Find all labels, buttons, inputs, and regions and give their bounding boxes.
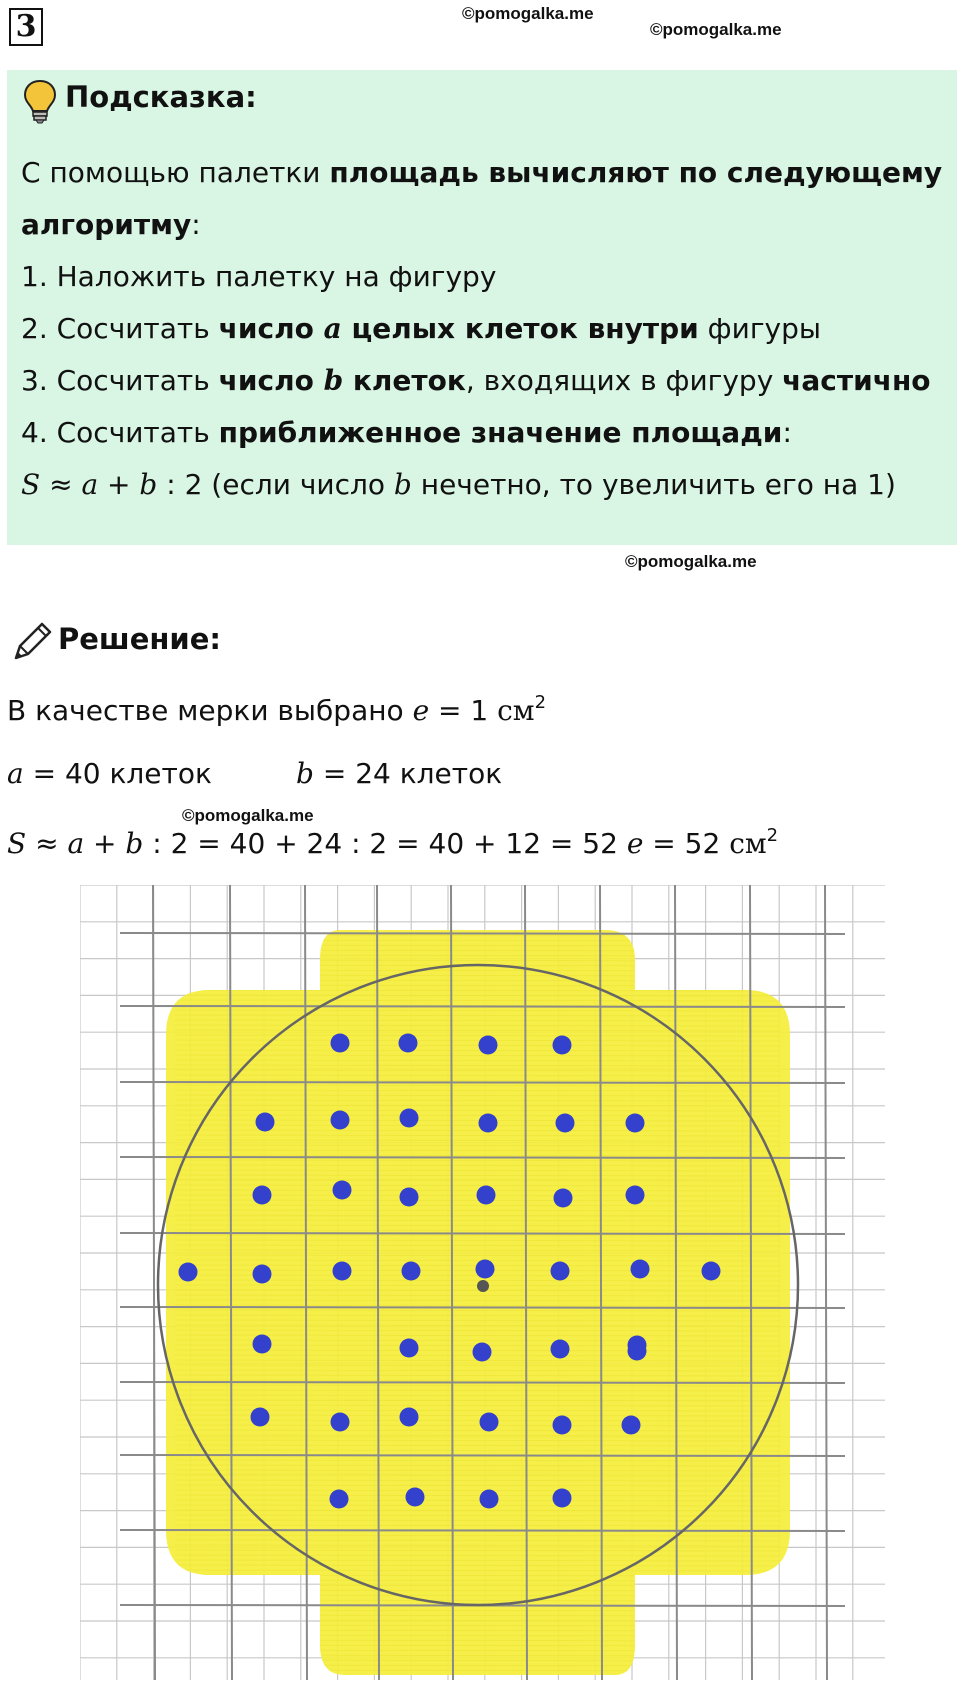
hatch-line: [175, 1650, 780, 1651]
full-cell-dot: [702, 1262, 721, 1281]
full-cell-dot: [256, 1113, 275, 1132]
hatch-line: [175, 1640, 780, 1641]
hatch-line: [175, 1580, 780, 1581]
major-grid-line: [120, 1006, 845, 1007]
hatch-line: [175, 1645, 780, 1646]
hatch-line: [175, 1665, 780, 1666]
major-grid-line: [120, 1233, 845, 1234]
watermark: ©pomogalka.me: [182, 806, 314, 825]
full-cell-dot: [330, 1490, 349, 1509]
full-cell-dot: [400, 1188, 419, 1207]
major-grid-line: [120, 1530, 845, 1531]
full-cell-dot: [554, 1189, 573, 1208]
hatch-line: [175, 940, 780, 941]
shaded-figure: [166, 930, 790, 1675]
hint-step-1: 1. Наложить палетку на фигуру: [21, 260, 497, 293]
major-grid-line: [120, 933, 845, 934]
full-cell-dot: [402, 1262, 421, 1281]
full-cell-dot: [626, 1186, 645, 1205]
hatch-line: [175, 1610, 780, 1611]
full-cell-dot: [628, 1342, 647, 1361]
hatch-line: [175, 935, 780, 936]
full-cell-dot: [333, 1262, 352, 1281]
hatch-line: [175, 1575, 780, 1576]
hatch-line: [175, 1655, 780, 1656]
full-cell-dot: [551, 1340, 570, 1359]
solution-unit-line: В качестве мерки выбрано e = 1 $см^2$: [7, 692, 547, 727]
solution-a-value: a = 40 клеток: [7, 757, 212, 790]
hatch-line: [175, 1615, 780, 1616]
hatch-line: [175, 1670, 780, 1671]
hint-step-4: 4. Сосчитать приближенное значение площади:: [21, 416, 792, 449]
full-cell-dot: [333, 1181, 352, 1200]
full-cell-dot: [406, 1488, 425, 1507]
full-cell-dot: [480, 1490, 499, 1509]
watermark: ©pomogalka.me: [650, 20, 782, 39]
full-cell-dot: [553, 1489, 572, 1508]
hatch-line: [175, 1590, 780, 1591]
major-grid-line: [120, 1382, 845, 1383]
hatch-line: [175, 1625, 780, 1626]
full-cell-dot: [179, 1263, 198, 1282]
hint-formula: S ≈ a + b : 2 (если число b нечетно, то увеличить его на 1): [21, 468, 896, 501]
full-cell-dot: [253, 1265, 272, 1284]
hatch-line: [175, 975, 780, 976]
circle-center: [477, 1280, 489, 1292]
full-cell-dot: [399, 1034, 418, 1053]
full-cell-dot: [553, 1036, 572, 1055]
full-cell-dot: [253, 1335, 272, 1354]
full-cell-dot: [479, 1036, 498, 1055]
hatch-line: [175, 1630, 780, 1631]
hint-step-2: 2. Сосчитать число a целых клеток внутри фигуры: [21, 312, 821, 345]
full-cell-dot: [331, 1413, 350, 1432]
major-grid-line: [120, 1455, 845, 1456]
hint-box: [7, 70, 957, 545]
full-cell-dot: [253, 1186, 272, 1205]
hint-step-3: 3. Сосчитать число b клеток, входящих в фигуру частично: [21, 364, 931, 397]
full-cell-dot: [631, 1260, 650, 1279]
full-cell-dot: [400, 1109, 419, 1128]
hint-title: Подсказка:: [65, 80, 257, 114]
full-cell-dot: [331, 1111, 350, 1130]
major-grid-line: [825, 885, 827, 1680]
full-cell-dot: [556, 1114, 575, 1133]
full-cell-dot: [476, 1260, 495, 1279]
task-number: 3: [9, 8, 43, 46]
major-grid-line: [120, 1157, 845, 1158]
full-cell-dot: [473, 1343, 492, 1362]
hatch-line: [175, 1635, 780, 1636]
pencil-icon: [10, 620, 54, 664]
full-cell-dot: [400, 1408, 419, 1427]
hint-intro: С помощью палетки площадь вычисляют по следующему алгоритму:: [21, 156, 943, 241]
palette-figure: [80, 885, 885, 1680]
full-cell-dot: [626, 1114, 645, 1133]
full-cell-dot: [622, 1416, 641, 1435]
full-cell-dot: [480, 1413, 499, 1432]
hatch-line: [175, 960, 780, 961]
hatch-line: [175, 1595, 780, 1596]
hint-body: [21, 147, 946, 511]
hatch-line: [175, 1660, 780, 1661]
watermark: ©pomogalka.me: [625, 552, 757, 571]
solution-b-value: b = 24 клеток: [296, 757, 503, 790]
solution-title: Решение:: [58, 622, 222, 656]
full-cell-dot: [477, 1186, 496, 1205]
hatch-line: [175, 950, 780, 951]
palette-svg: [80, 885, 885, 1680]
full-cell-dot: [400, 1339, 419, 1358]
hatch-line: [175, 1600, 780, 1601]
full-cell-dot: [331, 1034, 350, 1053]
full-cell-dot: [553, 1416, 572, 1435]
full-cell-dot: [479, 1114, 498, 1133]
hatch-line: [175, 945, 780, 946]
full-cell-dot: [251, 1408, 270, 1427]
solution-formula: S ≈ a + b : 2 = 40 + 24 : 2 = 40 + 12 = 52 e = 52 $см^2$: [7, 825, 779, 860]
lightbulb-icon: [21, 78, 59, 124]
watermark: ©pomogalka.me: [462, 4, 594, 23]
hatch-line: [175, 980, 780, 981]
hatch-line: [175, 1585, 780, 1586]
full-cell-dot: [551, 1262, 570, 1281]
hatch-line: [175, 955, 780, 956]
major-grid-line: [120, 1307, 845, 1308]
hatch-line: [175, 985, 780, 986]
hatch-line: [175, 970, 780, 971]
